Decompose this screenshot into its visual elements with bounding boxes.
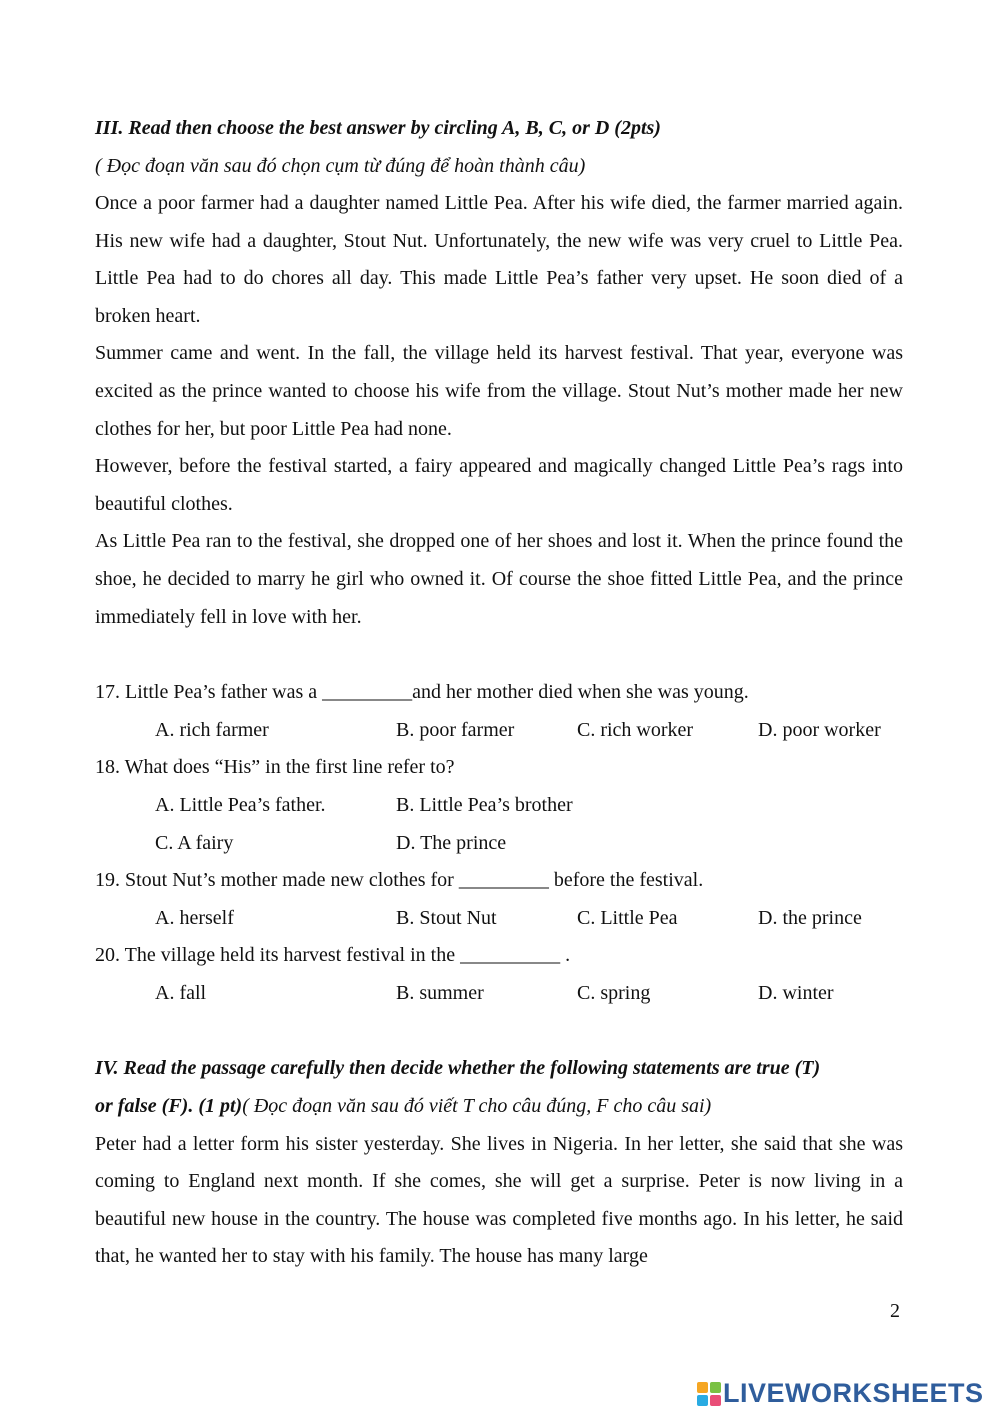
option-c[interactable]: C. spring [577, 981, 651, 1004]
spacer [95, 1012, 903, 1050]
option-a[interactable]: A. Little Pea’s father. [155, 793, 326, 816]
passage-paragraph-4: As Little Pea ran to the festival, she dropped one of her shoes and lost it. When the prince found the shoe, he decided to marry he girl who owned it. Of course the shoe fitted Little Pea, and the prince immediately fell in love with her. [95, 530, 903, 628]
section-4-heading-points: or false (F). (1 pt) [95, 1095, 243, 1118]
liveworksheets-icon [697, 1382, 721, 1406]
section-4-passage: Peter had a letter form his sister yesterday. She lives in Nigeria. In her letter, she said that she was coming to England next month. If she comes, she will get a surprise. Peter is now living in a beautiful new house in the country. The house was completed five months ago. In his letter, he said that, he wanted her to stay with his family. The house has many large [95, 1132, 903, 1268]
option-d[interactable]: D. The prince [396, 831, 507, 854]
option-a[interactable]: A. rich farmer [155, 718, 269, 741]
option-a[interactable]: A. fall [155, 981, 207, 1004]
option-d[interactable]: D. poor worker [758, 718, 881, 741]
question-17: 17. Little Pea’s father was a _________and her mother died when she was young. [95, 681, 749, 704]
option-a[interactable]: A. herself [155, 906, 234, 929]
option-c[interactable]: C. rich worker [577, 718, 694, 741]
option-b[interactable]: B. Little Pea’s brother [396, 793, 573, 816]
option-c[interactable]: C. A fairy [155, 831, 234, 854]
option-b[interactable]: B. Stout Nut [396, 906, 497, 929]
worksheet-page [95, 110, 903, 1276]
question-18-options-row-2 [95, 825, 903, 863]
option-b[interactable]: B. summer [396, 981, 484, 1004]
section-3-instruction: ( Đọc đoạn văn sau đó chọn cụm từ đúng để hoàn thành câu) [95, 154, 586, 177]
page-number: 2 [890, 1300, 900, 1322]
option-d[interactable]: D. the prince [758, 906, 862, 929]
liveworksheets-logo [697, 1378, 984, 1409]
section-4-instruction: ( Đọc đoạn văn sau đó viết T cho câu đúng, F cho câu sai) [242, 1095, 712, 1118]
section-4-heading: IV. Read the passage carefully then decide whether the following statements are true (T) [95, 1057, 821, 1080]
section-3-heading: III. Read then choose the best answer by circling A, B, C, or D (2pts) [95, 117, 661, 139]
option-c[interactable]: C. Little Pea [577, 906, 678, 929]
brand-name: LIVEWORKSHEETS [723, 1378, 984, 1408]
question-17-options [95, 712, 903, 750]
section-4-heading-line-2 [95, 1088, 903, 1126]
passage-paragraph-1: Once a poor farmer had a daughter named Little Pea. After his wife died, the farmer married again. His new wife had a daughter, Stout Nut. Unfortunately, the new wife was very cruel to Little Pea. Little Pea had to do chores all day. This made Little Pea’s father very upset. He soon died of a broken heart. [95, 192, 903, 327]
question-18: 18. What does “His” in the first line refer to? [95, 756, 455, 779]
question-18-options-row-1 [95, 787, 903, 825]
option-b[interactable]: B. poor farmer [396, 718, 515, 741]
question-19: 19. Stout Nut’s mother made new clothes for _________ before the festival. [95, 869, 704, 892]
passage-paragraph-3: However, before the festival started, a fairy appeared and magically changed Little Pea’s rags into beautiful clothes. [95, 455, 903, 515]
question-20: 20. The village held its harvest festival in the __________ . [95, 944, 571, 967]
spacer [95, 636, 903, 674]
passage-paragraph-2: Summer came and went. In the fall, the village held its harvest festival. That year, everyone was excited as the prince wanted to choose his wife from the village. Stout Nut’s mother made her new clothes for her, but poor Little Pea had none. [95, 342, 903, 440]
option-d[interactable]: D. winter [758, 981, 834, 1004]
question-19-options [95, 900, 903, 938]
question-20-options [95, 975, 903, 1013]
